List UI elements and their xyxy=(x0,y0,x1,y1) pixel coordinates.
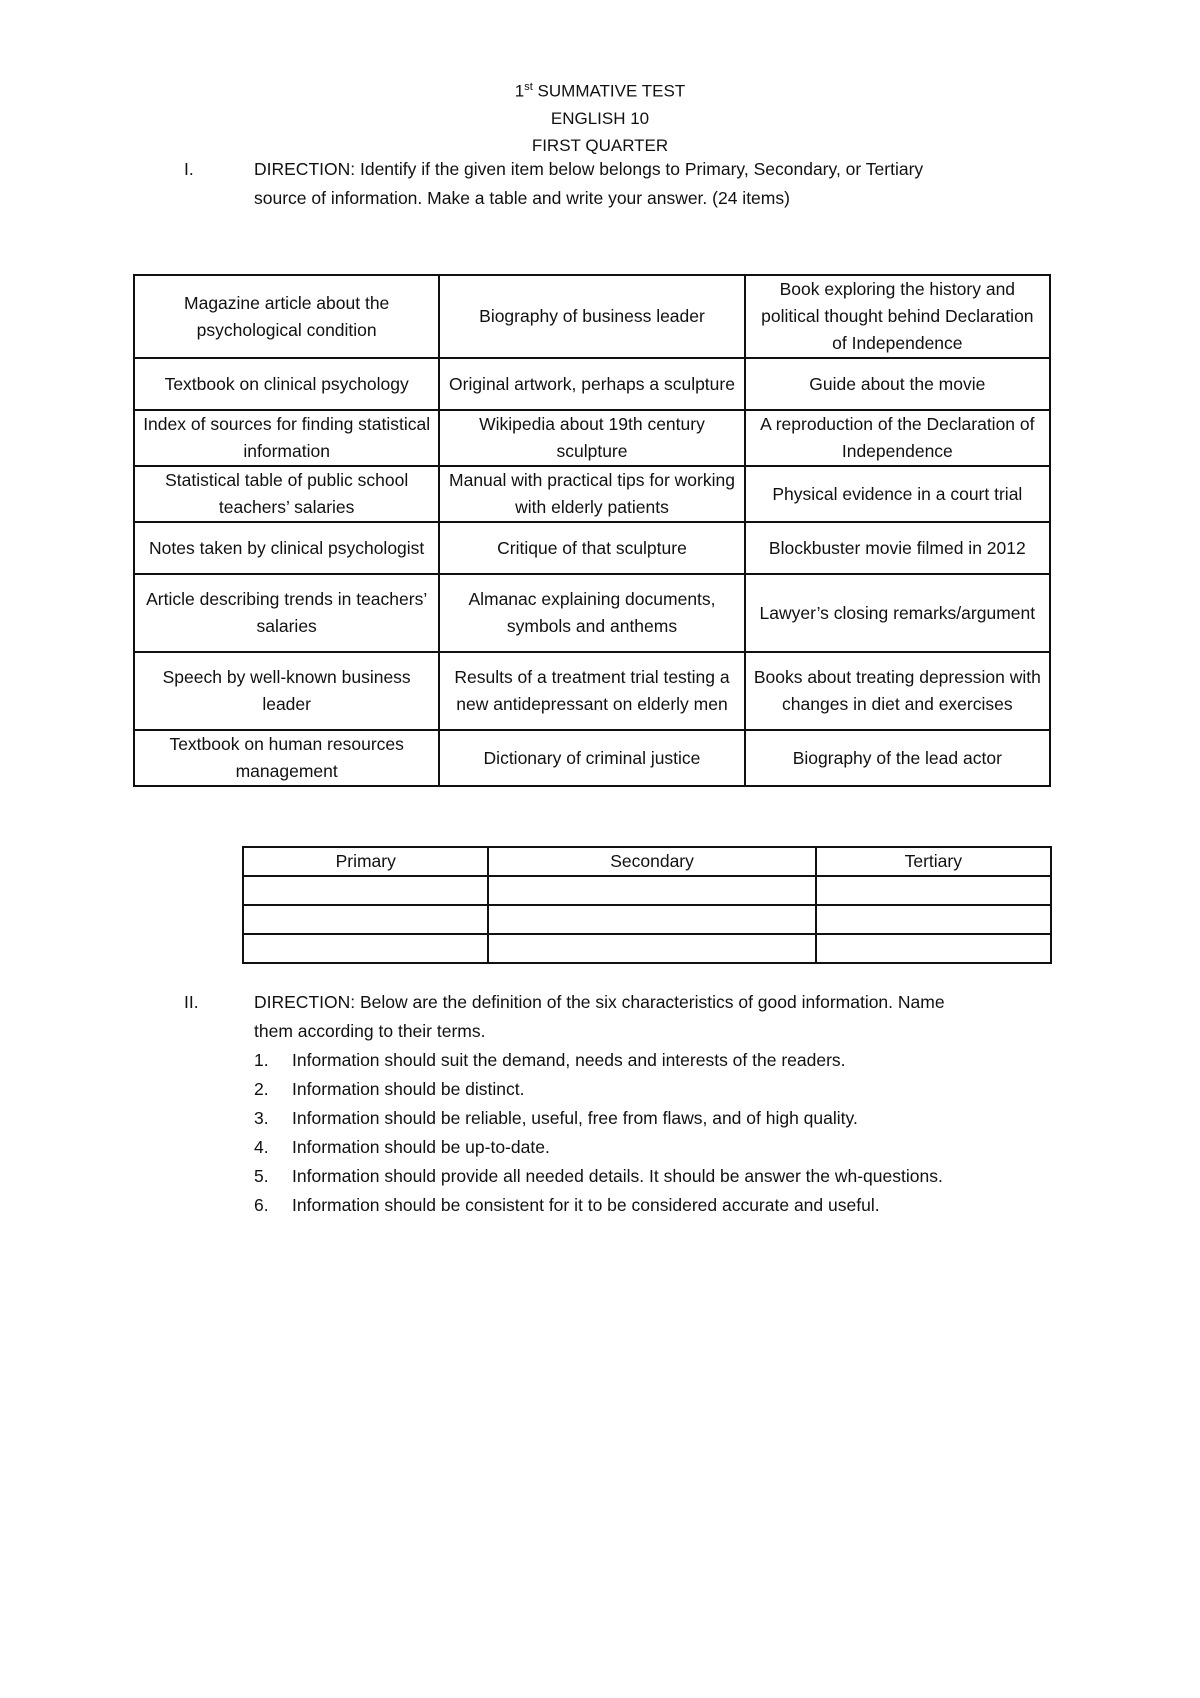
answer-cell xyxy=(243,934,488,963)
items-table-row xyxy=(134,466,1050,522)
definition-number: 6. xyxy=(254,1195,269,1215)
answer-cell xyxy=(243,876,488,905)
items-table-cell: Biography of the lead actor xyxy=(745,730,1050,786)
definition-text: Information should be consistent for it to be considered accurate and useful. xyxy=(292,1195,880,1215)
definition-item xyxy=(254,1104,1064,1133)
answer-cell xyxy=(488,876,815,905)
items-table-row xyxy=(134,574,1050,652)
answer-row xyxy=(243,876,1051,905)
items-table-cell: Books about treating depression with changes in diet and exercises xyxy=(745,652,1050,730)
items-table-cell: Dictionary of criminal justice xyxy=(439,730,744,786)
items-table-cell: Article describing trends in teachers’ salaries xyxy=(134,574,439,652)
items-table-cell: Textbook on human resources management xyxy=(134,730,439,786)
definition-item xyxy=(254,1133,1064,1162)
document-header xyxy=(0,74,1200,159)
definition-number: 2. xyxy=(254,1079,269,1099)
answer-row xyxy=(243,934,1051,963)
answer-cell xyxy=(816,905,1051,934)
items-table-cell: Speech by well-known business leader xyxy=(134,652,439,730)
items-table-cell: Manual with practical tips for working with elderly patients xyxy=(439,466,744,522)
quarter-title: FIRST QUARTER xyxy=(531,135,669,155)
definition-item xyxy=(254,1046,1064,1075)
items-table-row xyxy=(134,522,1050,574)
items-table-cell: A reproduction of the Declaration of Independence xyxy=(745,410,1050,466)
definition-text: Information should suit the demand, needs and interests of the readers. xyxy=(292,1050,846,1070)
answer-cell xyxy=(816,934,1051,963)
answer-cell xyxy=(243,905,488,934)
definitions-list xyxy=(254,1046,1064,1220)
section-two-number: II. xyxy=(184,992,199,1012)
answer-cell xyxy=(816,876,1051,905)
items-table-row xyxy=(134,652,1050,730)
definition-text: Information should provide all needed details. It should be answer the wh-questions. xyxy=(292,1166,943,1186)
definition-item xyxy=(254,1162,1064,1191)
subject-title: ENGLISH 10 xyxy=(550,108,650,128)
answer-row xyxy=(243,905,1051,934)
answer-header-tertiary: Tertiary xyxy=(816,847,1051,876)
items-table-cell: Results of a treatment trial testing a new antidepressant on elderly men xyxy=(439,652,744,730)
definition-item xyxy=(254,1191,1064,1220)
items-table-cell: Statistical table of public school teachers’ salaries xyxy=(134,466,439,522)
definition-text: Information should be up-to-date. xyxy=(292,1137,550,1157)
answer-header-row xyxy=(243,847,1051,876)
items-table-cell: Original artwork, perhaps a sculpture xyxy=(439,358,744,410)
items-table-cell: Index of sources for finding statistical information xyxy=(134,410,439,466)
definition-number: 4. xyxy=(254,1137,269,1157)
definition-number: 1. xyxy=(254,1050,269,1070)
answer-header-primary: Primary xyxy=(243,847,488,876)
items-table-cell: Guide about the movie xyxy=(745,358,1050,410)
items-table-cell: Wikipedia about 19th century sculpture xyxy=(439,410,744,466)
definition-item xyxy=(254,1075,1064,1104)
items-table-row xyxy=(134,275,1050,358)
definition-text: Information should be reliable, useful, free from flaws, and of high quality. xyxy=(292,1108,858,1128)
definition-number: 5. xyxy=(254,1166,269,1186)
answer-cell xyxy=(488,905,815,934)
answer-table xyxy=(242,846,1052,964)
section-one-direction: DIRECTION: Identify if the given item below belongs to Primary, Secondary, or Tertiary source of information. Make a table and write your answer. (24 items) xyxy=(254,159,924,208)
answer-header-secondary: Secondary xyxy=(488,847,815,876)
definition-text: Information should be distinct. xyxy=(292,1079,525,1099)
test-title: 1st SUMMATIVE TEST xyxy=(514,81,686,101)
items-table-cell: Biography of business leader xyxy=(439,275,744,358)
items-table xyxy=(133,274,1051,787)
items-table-row xyxy=(134,410,1050,466)
items-table-row xyxy=(134,730,1050,786)
items-table-cell: Textbook on clinical psychology xyxy=(134,358,439,410)
items-table-cell: Critique of that sculpture xyxy=(439,522,744,574)
items-table-cell: Physical evidence in a court trial xyxy=(745,466,1050,522)
answer-cell xyxy=(488,934,815,963)
items-table-cell: Lawyer’s closing remarks/argument xyxy=(745,574,1050,652)
items-table-cell: Notes taken by clinical psychologist xyxy=(134,522,439,574)
items-table-cell: Book exploring the history and political thought behind Declaration of Independence xyxy=(745,275,1050,358)
section-two-direction: DIRECTION: Below are the definition of the six characteristics of good information. Name them according to their terms. 1. Information should suit the demand, needs and interests of the readers. 2. Information should be distinct. 3. Information should be reliable, useful, free from flaws, and of high quality. 4. Information should be up-to-date. 5. Information should provide all needed details. It should be answer the wh-questions. 6. Information should be consistent for it to be considered accurate and useful. xyxy=(254,988,1064,1220)
section-one-number: I. xyxy=(184,159,194,179)
section-two xyxy=(184,988,1064,1220)
items-table-cell: Magazine article about the psychological condition xyxy=(134,275,439,358)
section-one xyxy=(184,155,1064,213)
items-table-cell: Blockbuster movie filmed in 2012 xyxy=(745,522,1050,574)
items-table-cell: Almanac explaining documents, symbols and anthems xyxy=(439,574,744,652)
items-table-row xyxy=(134,358,1050,410)
definition-number: 3. xyxy=(254,1108,269,1128)
